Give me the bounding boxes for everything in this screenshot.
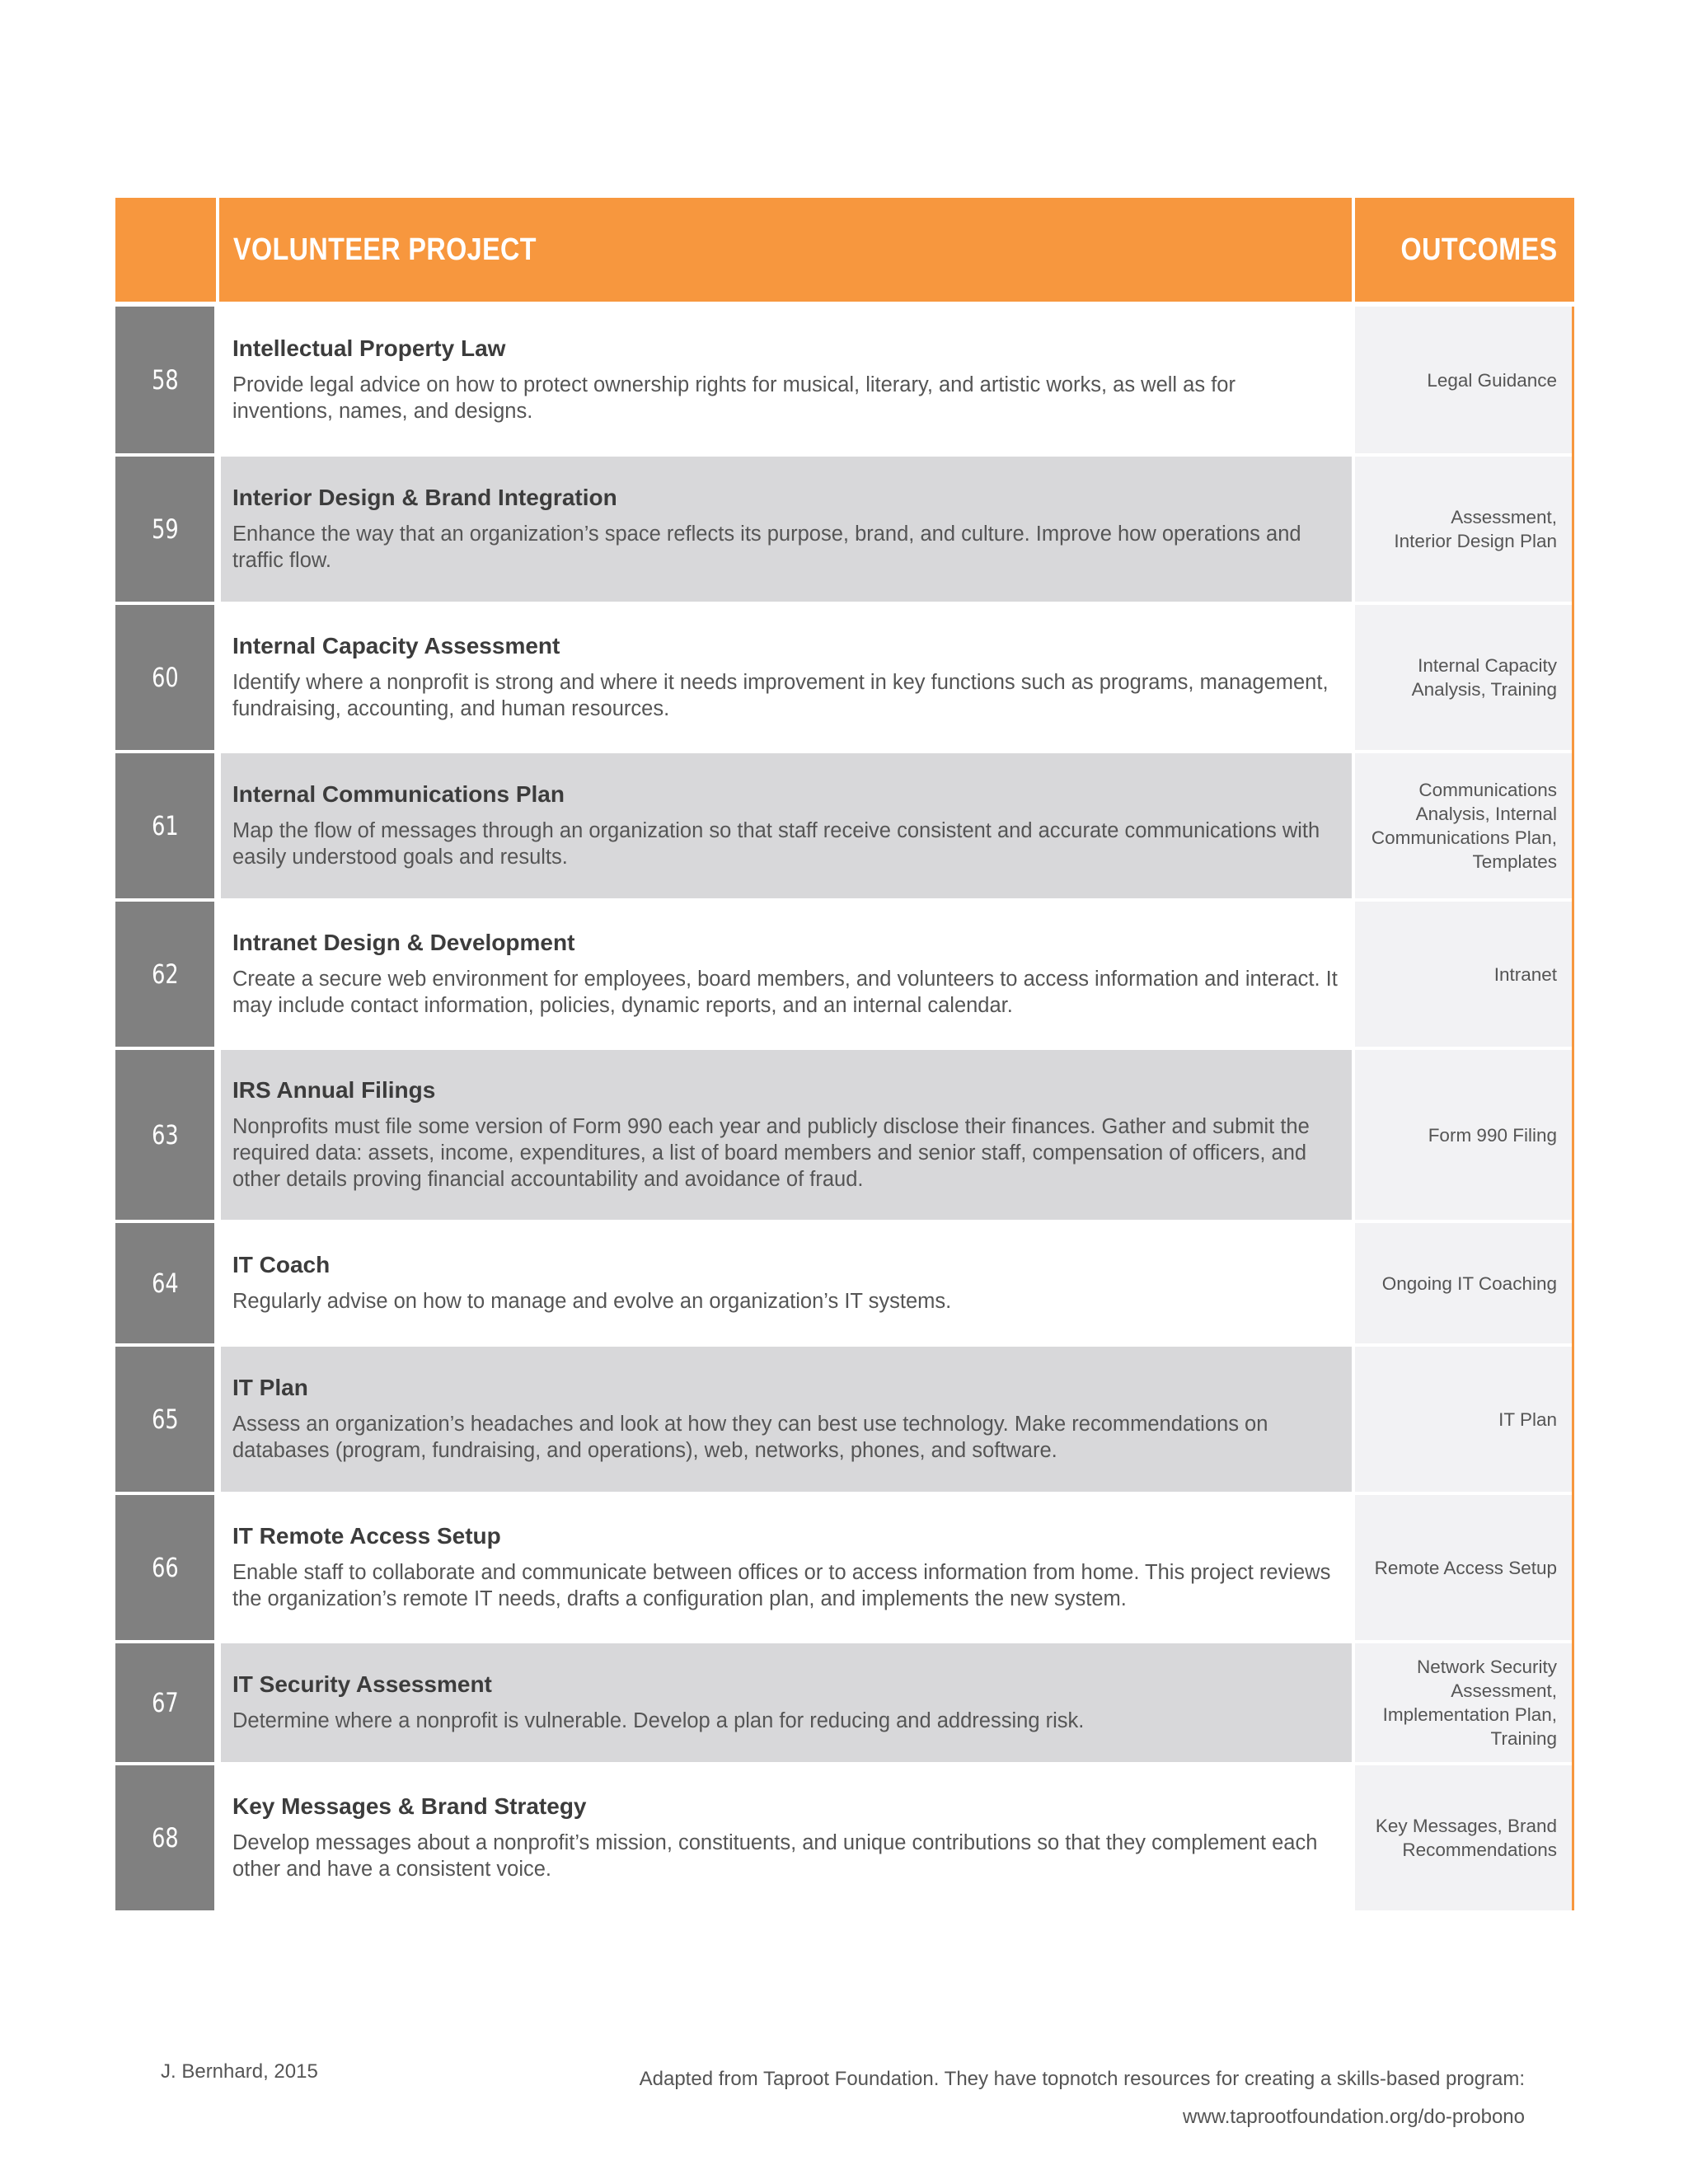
- outcome-text: Remote Access Setup: [1374, 1557, 1557, 1578]
- project-cell: [221, 605, 1352, 750]
- project-cell: [221, 1765, 1352, 1910]
- outcome-cell: [1355, 605, 1572, 750]
- table-row: [115, 605, 1572, 750]
- table-row: [115, 1050, 1572, 1220]
- table-row: [115, 307, 1572, 453]
- project-title: Internal Capacity Assessment: [232, 633, 560, 658]
- project-description: Determine where a nonprofit is vulnerable. Develop a plan for reducing and addressing risk.: [232, 1709, 1085, 1732]
- outcome-text: Communications Analysis, Internal Communications Plan, Templates: [1371, 780, 1557, 872]
- project-cell: [221, 1643, 1352, 1762]
- outcome-text: Intranet: [1493, 963, 1557, 985]
- project-title: IRS Annual Filings: [232, 1077, 436, 1103]
- table-row: [115, 902, 1572, 1047]
- row-number: [115, 1495, 214, 1640]
- project-cell: [221, 1050, 1352, 1220]
- outcome-text: Key Messages, Brand Recommendations: [1375, 1816, 1557, 1860]
- project-description: Nonprofits must file some version of Form 990 each year and publicly disclose their finances. Gather and submit the required data: assets, income, expenditures, a list of board members and senior staff, compensation of officers, and other details proving financial accountability and avoidance of fraud.: [232, 1115, 1310, 1191]
- project-title: Key Messages & Brand Strategy: [232, 1793, 587, 1819]
- table-row: [115, 1765, 1572, 1910]
- project-cell: [221, 1495, 1352, 1640]
- table-row: [115, 1643, 1572, 1762]
- row-number-label: 61: [151, 810, 179, 841]
- outcome-cell: [1355, 1050, 1572, 1220]
- header-volunteer-project-label: VOLUNTEER PROJECT: [233, 232, 537, 267]
- row-number: [115, 902, 214, 1047]
- row-number: [115, 605, 214, 750]
- outcome-text: IT Plan: [1498, 1408, 1557, 1430]
- outcome-text: Form 990 Filing: [1428, 1124, 1557, 1146]
- row-number-label: 64: [151, 1268, 179, 1299]
- project-cell: [221, 457, 1352, 602]
- project-title: IT Remote Access Setup: [232, 1523, 501, 1549]
- footer-author: J. Bernhard, 2015: [161, 2060, 318, 2083]
- row-number: [115, 1643, 214, 1762]
- project-description: Regularly advise on how to manage and evolve an organization’s IT systems.: [232, 1290, 952, 1313]
- project-description: Enable staff to collaborate and communicate between offices or to access information from home. This project reviews the organization’s remote IT needs, drafts a configuration plan, and implements the new system.: [232, 1561, 1331, 1610]
- table-header: [115, 198, 1574, 302]
- header-outcomes-label: OUTCOMES: [1400, 232, 1558, 267]
- project-description: Create a secure web environment for employees, board members, and volunteers to access information and interact. It may include contact information, policies, dynamic reports, and an internal calendar.: [232, 968, 1338, 1017]
- table-row: [115, 1495, 1572, 1640]
- project-title: IT Plan: [232, 1375, 308, 1400]
- project-title: Internal Communications Plan: [232, 781, 565, 807]
- project-description: Identify where a nonprofit is strong and where it needs improvement in key functions such as programs, management, fundraising, accounting, and human resources.: [232, 671, 1329, 720]
- outcome-cell: [1355, 1643, 1572, 1762]
- outcome-cell: [1355, 1765, 1572, 1910]
- project-description: Map the flow of messages through an organization so that staff receive consistent and accurate communications with easily understood goals and results.: [232, 819, 1320, 869]
- project-cell: [221, 1347, 1352, 1492]
- project-cell: [221, 753, 1352, 898]
- row-number-label: 62: [151, 958, 179, 990]
- project-description: Develop messages about a nonprofit’s mission, constituents, and unique contributions so that they complement each other and have a consistent voice.: [232, 1831, 1318, 1881]
- row-number: [115, 1223, 214, 1343]
- project-title: Interior Design & Brand Integration: [232, 485, 617, 510]
- project-cell: [221, 1223, 1352, 1343]
- row-number: [115, 1765, 214, 1910]
- row-number-label: 63: [151, 1119, 179, 1151]
- header-volunteer-project: [219, 198, 1355, 302]
- outcome-text: Internal Capacity Analysis, Training: [1411, 655, 1557, 700]
- outcome-text: Legal Guidance: [1427, 369, 1557, 391]
- project-cell: [221, 307, 1352, 453]
- project-description: Enhance the way that an organization’s space reflects its purpose, brand, and culture. Improve how operations and traffic flow.: [232, 523, 1301, 572]
- row-number: [115, 457, 214, 602]
- row-number-label: 66: [151, 1552, 179, 1583]
- table-row: [115, 457, 1572, 602]
- header-outcomes: [1355, 198, 1574, 302]
- project-title: Intellectual Property Law: [232, 335, 506, 361]
- outcome-text: Assessment, Interior Design Plan: [1394, 507, 1557, 551]
- row-number: [115, 753, 214, 898]
- outcome-cell: [1355, 1347, 1572, 1492]
- row-number-label: 67: [151, 1687, 179, 1718]
- outcome-cell: [1355, 902, 1572, 1047]
- project-cell: [221, 902, 1352, 1047]
- project-description: Provide legal advice on how to protect ownership rights for musical, literary, and artistic works, as well as for inventions, names, and designs.: [232, 373, 1236, 423]
- row-number-label: 68: [151, 1822, 179, 1854]
- table-row: [115, 1347, 1572, 1492]
- row-number-label: 65: [151, 1404, 179, 1435]
- outcome-cell: [1355, 1495, 1572, 1640]
- outcome-text: Network Security Assessment, Implementation Plan, Training: [1382, 1657, 1557, 1749]
- table-body: [115, 307, 1574, 1910]
- row-number-label: 58: [151, 364, 179, 396]
- outcome-cell: [1355, 753, 1572, 898]
- row-number: [115, 1050, 214, 1220]
- project-title: Intranet Design & Development: [232, 930, 575, 955]
- row-number-label: 60: [151, 662, 179, 693]
- outcome-text: Ongoing IT Coaching: [1381, 1272, 1557, 1294]
- table-row: [115, 753, 1572, 898]
- project-title: IT Security Assessment: [232, 1671, 492, 1697]
- projects-table: [115, 198, 1574, 1914]
- project-description: Assess an organization’s headaches and look at how they can best use technology. Make recommendations on databases (program, fundraising, and operations), web, networks, phones, and software.: [232, 1413, 1268, 1462]
- footer-credit: [536, 2060, 1525, 2136]
- table-row: [115, 1223, 1572, 1343]
- footer-url: www.taprootfoundation.org/do-probono: [1183, 2106, 1525, 2128]
- outcome-cell: [1355, 457, 1572, 602]
- outcome-cell: [1355, 1223, 1572, 1343]
- row-number: [115, 1347, 214, 1492]
- outcome-cell: [1355, 307, 1572, 453]
- row-number-label: 59: [151, 513, 179, 545]
- footer-credit-line: Adapted from Taproot Foundation. They have topnotch resources for creating a skills-based program:: [639, 2068, 1525, 2090]
- header-number-cell: [115, 198, 219, 302]
- project-title: IT Coach: [232, 1252, 331, 1277]
- row-number: [115, 307, 214, 453]
